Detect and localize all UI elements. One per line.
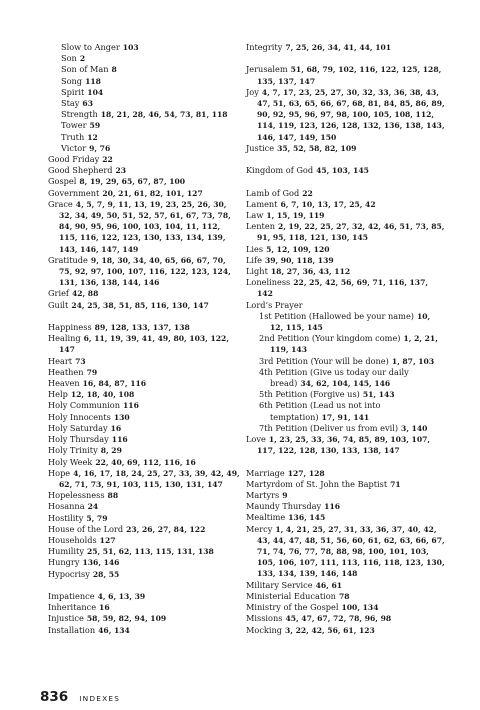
index-term: Stay <box>61 98 80 109</box>
index-term: Joy <box>246 86 259 97</box>
index-term: Heart <box>48 355 73 366</box>
index-entry <box>246 188 446 199</box>
index-entry <box>48 535 240 546</box>
index-page-refs: 22, 25, 42, 56, 69, 71, 116, 137, 142 <box>257 278 429 299</box>
index-page-refs: 12, 18, 40, 108 <box>70 390 135 400</box>
index-term: Son <box>61 53 77 64</box>
index-term: 6th Petition (Lead us not into temptation) <box>259 400 381 422</box>
index-term: Love <box>246 434 266 445</box>
index-entry <box>48 591 240 602</box>
index-term: Installation <box>48 624 96 635</box>
index-page-refs: 22 <box>102 155 113 165</box>
index-term: 2nd Petition (Your kingdom come) <box>259 333 401 344</box>
index-term: Hungry <box>48 557 80 568</box>
index-entry <box>246 602 446 613</box>
index-term: Grace <box>48 198 73 209</box>
index-page-refs: 39, 90, 118, 139 <box>264 255 334 265</box>
index-term: Song <box>61 75 83 86</box>
index-term: Integrity <box>246 42 283 52</box>
index-entry <box>48 165 240 176</box>
index-term: Lies <box>246 243 264 254</box>
index-entry <box>246 333 446 355</box>
index-entry <box>48 154 240 165</box>
index-term: 5th Petition (Forgive us) <box>259 389 360 400</box>
index-entry <box>48 557 240 568</box>
index-entry <box>48 457 240 468</box>
index-entry <box>246 490 446 501</box>
index-term: Good Shepherd <box>48 165 113 176</box>
index-entry <box>48 333 240 355</box>
index-term: Ministerial Education <box>246 590 336 601</box>
index-entry <box>48 625 240 636</box>
index-term: Help <box>48 389 68 400</box>
index-entry <box>246 266 446 277</box>
index-page-refs: 22 <box>302 188 313 198</box>
index-page-refs: 20, 21, 61, 82, 101, 127 <box>102 188 203 198</box>
index-entry <box>48 468 240 490</box>
index-entry <box>246 434 446 456</box>
index-term: Injustice <box>48 613 84 624</box>
index-entry <box>48 412 240 423</box>
index-term: Military Service <box>246 579 313 590</box>
index-entry <box>48 255 240 289</box>
index-term: Tower <box>61 120 87 131</box>
index-page-refs: 24, 25, 38, 51, 85, 116, 130, 147 <box>71 300 209 310</box>
index-page-refs: 3, 22, 42, 56, 61, 123 <box>285 625 375 635</box>
index-page-refs: 24 <box>87 502 99 512</box>
index-entry <box>246 221 446 243</box>
index-entry <box>246 512 446 523</box>
index-term: Martyrdom of St. John the Baptist <box>246 478 388 489</box>
page-footer <box>40 686 120 705</box>
index-column-left <box>48 42 240 636</box>
index-page-refs: 1, 23, 25, 33, 36, 74, 85, 89, 103, 107, 117, 122, 128, 130, 133, 138, 147 <box>257 435 431 456</box>
index-term: Slow to Anger <box>61 42 120 52</box>
index-page-refs: 3, 140 <box>401 423 428 433</box>
index-term: 3rd Petition (Your will be done) <box>259 355 389 366</box>
index-entry <box>48 199 240 255</box>
index-term: Gratitude <box>48 254 88 265</box>
index-entry <box>246 613 446 624</box>
index-term: Spirit <box>61 86 85 97</box>
index-page-refs: 35, 52, 58, 82, 109 <box>277 143 357 153</box>
index-page-refs: 127, 128 <box>287 468 325 478</box>
index-page-refs: 73 <box>75 356 86 366</box>
index-entry <box>246 87 446 143</box>
index-entry <box>48 132 240 143</box>
index-term: Missions <box>246 613 283 624</box>
index-term: Jerusalem <box>246 64 288 75</box>
index-page-refs: 34, 62, 104, 145, 146 <box>300 379 391 389</box>
index-term: Hope <box>48 467 71 478</box>
index-page-refs: 2 <box>79 54 86 64</box>
index-page-refs: 51, 68, 79, 102, 116, 122, 125, 128, 135, 137, 147 <box>257 65 442 86</box>
index-entry <box>246 356 446 367</box>
index-page-refs: 6, 7, 10, 13, 17, 25, 42 <box>280 199 376 209</box>
index-term: Heathen <box>48 366 84 377</box>
index-term: Mealtime <box>246 512 286 523</box>
index-entry <box>48 501 240 512</box>
index-term: Victor <box>61 142 87 153</box>
index-page-refs: 103 <box>122 43 139 52</box>
index-term: Holy Trinity <box>48 445 98 456</box>
index-term: House of the Lord <box>48 523 124 534</box>
index-page-refs: 7, 25, 26, 34, 41, 44, 101 <box>285 43 392 52</box>
index-page-refs: 2, 19, 22, 25, 27, 32, 42, 46, 51, 73, 85, 91, 95, 118, 121, 130, 145 <box>257 222 445 243</box>
index-page-refs: 9, 18, 30, 34, 40, 65, 66, 67, 70, 75, 92, 97, 100, 107, 116, 122, 123, 124, 131, 136, 138, 144, 146 <box>59 255 231 288</box>
index-term: Truth <box>61 131 85 142</box>
index-page-refs: 25, 51, 62, 113, 115, 131, 138 <box>86 547 214 557</box>
index-page-refs: 5, 79 <box>86 513 108 523</box>
index-term: Holy Thursday <box>48 434 109 445</box>
index-entry <box>246 591 446 602</box>
index-term: Gospel <box>48 176 77 187</box>
index-term: Good Friday <box>48 154 100 165</box>
index-term: Holy Week <box>48 456 93 467</box>
index-term: Mocking <box>246 624 282 635</box>
index-page-refs: 1, 4, 21, 25, 27, 31, 33, 36, 37, 40, 42, 43, 44, 47, 48, 51, 56, 60, 61, 62, 63, 66, 67, 71, 74, 76, 77, 78, 88, 98, 100, 101, 103, 105, 106, 107, 111, 113, 116, 118, 123, 130, 133, 134, 139, 146, 148 <box>257 524 445 579</box>
index-page-refs: 42, 88 <box>71 289 99 299</box>
index-term: Loneliness <box>246 277 291 288</box>
index-entry <box>48 120 240 131</box>
index-page-refs: 16 <box>110 423 122 433</box>
index-term: Ministry of the Gospel <box>246 602 339 613</box>
index-entry <box>246 423 446 434</box>
index-page-refs: 22, 40, 69, 112, 116, 16 <box>95 457 196 467</box>
index-entry <box>48 434 240 445</box>
index-page-refs: 28, 55 <box>92 569 120 579</box>
index-term: Lamb of God <box>246 187 300 198</box>
index-page-refs: 18, 27, 36, 43, 112 <box>270 267 351 277</box>
index-term: Mercy <box>246 523 273 534</box>
index-page-refs: 23 <box>115 166 127 176</box>
index-page-refs: 12 <box>87 132 98 142</box>
index-entry <box>48 300 240 311</box>
index-term: 4th Petition (Give us today our daily bread) <box>259 366 409 389</box>
index-term: Son of Man <box>61 64 109 75</box>
index-entry <box>48 546 240 557</box>
index-term: Inheritance <box>48 602 97 613</box>
index-term: Households <box>48 534 97 545</box>
index-entry <box>48 288 240 299</box>
index-page-refs: 17, 91, 141 <box>321 412 370 422</box>
index-page-refs: 10, 12, 115, 145 <box>270 311 431 333</box>
index-page-refs: 116 <box>123 401 139 411</box>
index-term: Hosanna <box>48 501 85 512</box>
index-column-right <box>246 42 446 636</box>
index-term: Maundy Thursday <box>246 501 322 512</box>
index-page-refs: 45, 47, 67, 72, 78, 96, 98 <box>285 614 392 624</box>
index-entry <box>48 64 240 75</box>
index-entry <box>246 367 446 389</box>
index-entry <box>48 356 240 367</box>
index-entry <box>246 210 446 221</box>
index-entry <box>246 42 446 53</box>
index-term: Impatience <box>48 590 95 601</box>
index-entry <box>246 300 446 311</box>
index-page-refs: 4, 5, 7, 9, 11, 13, 19, 23, 25, 26, 30, 32, 34, 49, 50, 51, 52, 57, 61, 67, 73, 78, 84, 90, 95, 96, 100, 103, 104, 11, 112, 115, 116, 122, 123, 130, 133, 134, 139, 143, 146, 147, 149 <box>59 199 231 254</box>
index-page-refs: 136, 146 <box>82 558 120 568</box>
index-page-refs: 1, 2, 21, 119, 143 <box>270 334 438 355</box>
index-entry <box>48 423 240 434</box>
index-term: Happiness <box>48 322 92 333</box>
index-term: Law <box>246 210 264 220</box>
index-term: Lenten <box>246 221 275 232</box>
index-term: Justice <box>246 142 275 153</box>
index-entry <box>246 165 446 176</box>
index-term: Hostility <box>48 512 84 523</box>
index-page-refs: 4, 16, 17, 18, 24, 25, 27, 33, 39, 42, 49, 62, 71, 73, 91, 103, 115, 130, 131, 147 <box>59 468 240 489</box>
index-term: Marriage <box>246 467 285 478</box>
index-page-refs: 9, 76 <box>89 143 111 153</box>
index-page-refs: 6, 11, 19, 39, 41, 49, 80, 103, 122, 147 <box>59 334 229 355</box>
index-term: Holy Communion <box>48 400 121 411</box>
index-entry <box>48 53 240 64</box>
index-page-refs: 18, 21, 28, 46, 54, 73, 81, 118 <box>100 110 228 120</box>
index-page-refs: 45, 103, 145 <box>316 166 369 176</box>
index-page-refs: 63 <box>82 99 93 109</box>
index-term: Holy Innocents <box>48 411 111 422</box>
index-term: 1st Petition (Hallowed be your name) <box>259 310 414 321</box>
index-page-refs: 59 <box>89 121 101 131</box>
footer-section-label: INDEXES <box>79 694 121 703</box>
index-page-refs: 100, 134 <box>341 603 379 613</box>
index-term: Grief <box>48 288 69 299</box>
index-page-refs: 71 <box>390 479 401 489</box>
index-page-refs: 46, 61 <box>315 580 343 590</box>
index-entry <box>48 188 240 199</box>
index-entry <box>246 199 446 210</box>
index-entry <box>48 367 240 378</box>
index-page-refs: 8 <box>111 65 117 75</box>
index-entry <box>246 468 446 479</box>
index-page-refs: 104 <box>87 87 104 97</box>
index-term: Hypocrisy <box>48 568 90 579</box>
index-page-refs: 116 <box>111 435 128 445</box>
index-page-refs: 116 <box>324 502 341 512</box>
index-page-refs: 4, 6, 13, 39 <box>97 591 146 601</box>
index-entry <box>48 389 240 400</box>
index-entry <box>48 143 240 154</box>
index-entry <box>48 322 240 333</box>
index-page-refs: 46, 134 <box>98 625 130 635</box>
index-entry <box>48 109 240 120</box>
index-entry <box>48 613 240 624</box>
index-term: Lament <box>246 198 278 209</box>
index-term: Martyrs <box>246 490 280 501</box>
index-term: Life <box>246 254 262 265</box>
index-entry <box>48 98 240 109</box>
index-page-refs: 136, 145 <box>288 513 326 523</box>
index-entry <box>246 524 446 580</box>
index-entry <box>48 400 240 411</box>
index-term: Kingdom of God <box>246 165 314 176</box>
index-term: Strength <box>61 109 98 120</box>
index-page-refs: 58, 59, 82, 94, 109 <box>86 614 167 624</box>
index-term: Heaven <box>48 378 80 389</box>
index-page-refs: 88 <box>107 491 119 501</box>
index-term: Light <box>246 266 268 277</box>
index-term: Government <box>48 187 100 198</box>
index-page-refs: 16, 84, 87, 116 <box>82 379 147 389</box>
index-term: Holy Saturday <box>48 422 108 433</box>
index-term: Hopelessness <box>48 490 105 501</box>
index-entry <box>246 580 446 591</box>
index-entry <box>246 389 446 400</box>
index-page-refs: 118 <box>85 76 101 86</box>
index-page-refs: 9 <box>282 491 288 501</box>
index-page-refs: 5, 12, 109, 120 <box>266 244 330 254</box>
index-entry <box>246 64 446 86</box>
index-page-refs: 1, 15, 19, 119 <box>266 211 325 220</box>
index-entry <box>246 277 446 299</box>
index-page-refs: 23, 26, 27, 84, 122 <box>126 524 206 534</box>
index-term: Lord’s Prayer <box>246 299 303 310</box>
index-page-refs: 16 <box>99 603 110 613</box>
index-page-refs: 79 <box>86 367 98 377</box>
index-page-refs: 89, 128, 133, 137, 138 <box>94 323 190 333</box>
index-entry <box>246 400 446 422</box>
index-entry <box>48 42 240 53</box>
index-entry <box>246 479 446 490</box>
index-entry <box>48 524 240 535</box>
page-number: 836 <box>40 689 69 705</box>
index-page-refs: 130 <box>113 412 130 422</box>
index-page-refs: 127 <box>99 535 116 545</box>
index-entry <box>246 625 446 636</box>
index-page-refs: 51, 143 <box>362 390 395 400</box>
index-entry <box>48 176 240 187</box>
index-entry <box>246 143 446 154</box>
index-entry <box>48 602 240 613</box>
index-term: Guilt <box>48 299 69 310</box>
index-entry <box>246 501 446 512</box>
index-page-refs: 1, 87, 103 <box>391 356 435 366</box>
index-entry <box>48 378 240 389</box>
index-page-refs: 8, 19, 29, 65, 67, 87, 100 <box>79 177 186 187</box>
index-page-refs: 78 <box>338 591 350 601</box>
index-entry <box>246 311 446 333</box>
index-page-refs: 8, 29 <box>100 446 122 456</box>
index-entry <box>48 87 240 98</box>
index-term: Humility <box>48 546 84 557</box>
index-page-refs: 4, 7, 17, 23, 25, 27, 30, 32, 33, 36, 38, 43, 47, 51, 63, 65, 66, 67, 68, 81, 84, 85, 86, 89, 90, 92, 95, 96, 97, 98, 100, 105, 108, 112, 114, 119, 123, 126, 128, 132, 136, 138, 143, 146, 147, 149, 150 <box>257 87 445 142</box>
index-entry <box>48 513 240 524</box>
index-entry <box>48 490 240 501</box>
index-entry <box>48 76 240 87</box>
index-entry <box>246 244 446 255</box>
index-entry <box>48 445 240 456</box>
index-entry <box>246 255 446 266</box>
index-term: 7th Petition (Deliver us from evil) <box>259 422 399 433</box>
index-entry <box>48 569 240 580</box>
index-term: Healing <box>48 333 81 344</box>
